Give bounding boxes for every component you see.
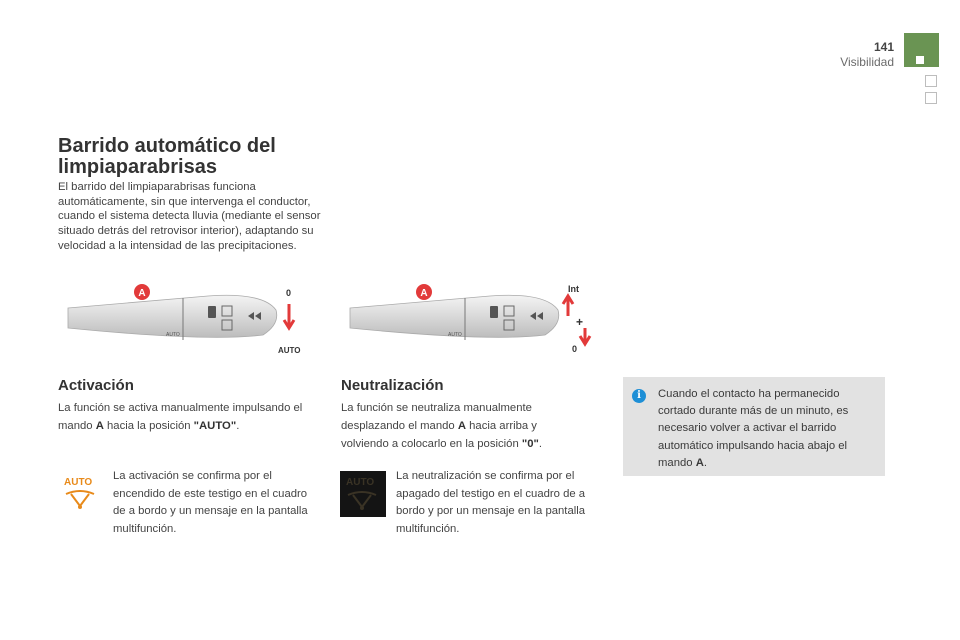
arrow-down-icon bbox=[284, 304, 294, 328]
chapter-tab-box bbox=[925, 75, 937, 87]
callout-a-label: A bbox=[138, 288, 146, 299]
arrow-up-icon bbox=[563, 296, 573, 316]
plus-label: + bbox=[576, 315, 584, 329]
wiper-stalk-figure-activation bbox=[58, 280, 318, 360]
position-zero-label: 0 bbox=[572, 344, 578, 354]
section-label: Visibilidad bbox=[840, 55, 894, 69]
auto-wiper-lamp-off-icon bbox=[340, 471, 386, 517]
activation-paragraph: La función se activa manualmente impulsando el mando A hacia la posición "AUTO". bbox=[58, 402, 303, 432]
position-zero-label: 0 bbox=[286, 288, 292, 298]
position-auto-label: AUTO bbox=[278, 346, 301, 355]
lamp-label: AUTO bbox=[64, 477, 93, 488]
neutralization-note: La neutralización se confirma por el apagado del testigo en el cuadro de a bordo y por un mensaje en la pantalla multifunción. bbox=[396, 470, 586, 535]
info-icon: i bbox=[632, 389, 646, 403]
wiper-stalk-figure-neutralization bbox=[340, 280, 600, 360]
auto-wiper-lamp-icon bbox=[62, 474, 102, 518]
stalk-label: AUTO bbox=[448, 332, 462, 338]
callout-a-label: A bbox=[420, 288, 428, 299]
title-line-2: limpiaparabrisas bbox=[58, 156, 217, 178]
position-int-label: Int bbox=[568, 284, 579, 294]
neutralization-paragraph: La función se neutraliza manualmente desplazando el mando A hacia arriba y volviendo a colocarlo en la posición "0". bbox=[341, 402, 543, 450]
info-text: Cuando el contacto ha permanecido cortado durante más de un minuto, es necesario volver a activar el barrido automático impulsando hacia abajo el mando A. bbox=[658, 388, 849, 469]
chapter-tab-marker bbox=[916, 56, 924, 64]
chapter-tab-box bbox=[925, 92, 937, 104]
title-line-1: Barrido automático del bbox=[58, 135, 276, 157]
page-title bbox=[58, 136, 328, 178]
stalk-label: AUTO bbox=[166, 332, 180, 338]
lamp-label: AUTO bbox=[346, 477, 375, 488]
activation-heading: Activación bbox=[58, 377, 134, 394]
arrow-down-icon bbox=[580, 328, 590, 344]
neutralization-heading: Neutralización bbox=[341, 377, 444, 394]
activation-note: La activación se confirma por el encendido de este testigo en el cuadro de a bordo y un mensaje en la pantalla multifunción. bbox=[113, 470, 308, 535]
intro-paragraph: El barrido del limpiaparabrisas funciona automáticamente, sin que intervenga el conductor, cuando el sistema detecta lluvia (mediante el sensor situado detrás del retrovisor interior), adaptando su velocidad a la intensidad de las precipitaciones. bbox=[58, 181, 321, 252]
page-number: 141 bbox=[873, 40, 894, 54]
